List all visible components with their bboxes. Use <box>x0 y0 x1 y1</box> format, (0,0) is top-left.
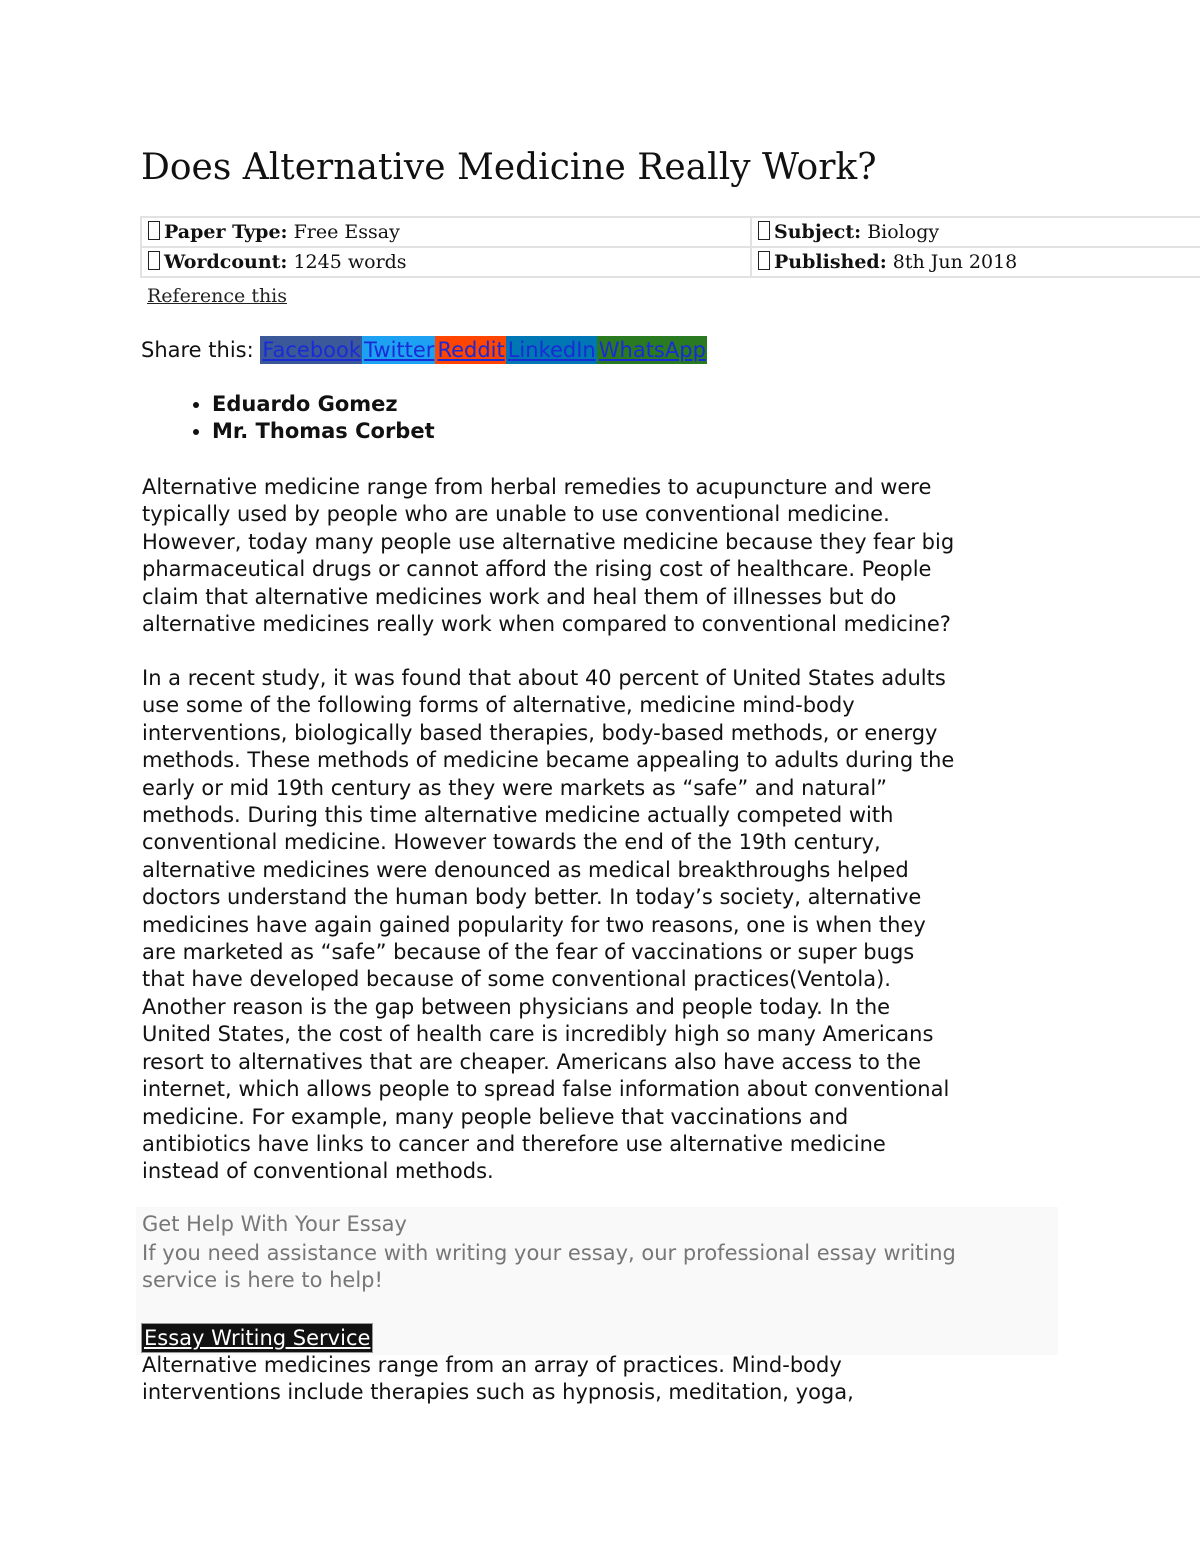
meta-label: Paper Type: <box>164 221 288 243</box>
meta-subject <box>751 217 1200 247</box>
body-paragraph: Alternative medicine range from herbal remedies to acupuncture and were typically used by people who are unable to use conventional medicine. However, today many people use alternative medicine because they fear big pharmaceutical drugs or cannot afford the rising cost of healthcare. People claim that alternative medicines work and heal them of illnesses but do alternative medicines really work when compared to conventional medicine? <box>142 475 955 637</box>
share-facebook-link[interactable]: Facebook <box>262 338 362 362</box>
missing-glyph-icon <box>758 251 770 270</box>
share-bar <box>141 336 707 364</box>
share-label: Share this: <box>141 338 254 362</box>
share-linkedin-link[interactable]: LinkedIn <box>507 338 596 362</box>
meta-paper-type <box>141 217 751 247</box>
essay-title: Does Alternative Medicine Really Work? <box>141 147 877 188</box>
essay-meta-table <box>140 216 1200 278</box>
meta-row <box>141 247 1200 277</box>
meta-value: 8th Jun 2018 <box>892 251 1018 273</box>
meta-published <box>751 247 1200 277</box>
share-whatsapp-link[interactable]: WhatsApp <box>598 338 706 362</box>
share-reddit-link[interactable]: Reddit <box>437 338 505 362</box>
meta-value: Biology <box>867 221 940 243</box>
missing-glyph-icon <box>758 221 770 240</box>
reference-this-link[interactable]: Reference this <box>147 285 288 307</box>
missing-glyph-icon <box>148 251 160 270</box>
help-heading: Get Help With Your Essay <box>142 1212 407 1236</box>
body-paragraph: In a recent study, it was found that about 40 percent of United States adults use some of the following forms of alternative, medicine mind-body interventions, biologically based therapies, body-based methods, or energy methods. These methods of medicine became appealing to adults during the early or mid 19th century as they were markets as “safe” and natural” methods. During this time alternative medicine actually competed with conventional medicine. However towards the end of the 19th century, alternative medicines were denounced as medical breakthroughs helped doctors understand the human body better. In today’s society, alternative medicines have again gained popularity for two reasons, one is when they are marketed as “safe” because of the fear of vaccinations or super bugs that have developed because of some conventional practices(Ventola). Another reason is the gap between physicians and people today. In the United States, the cost of health care is incredibly high so many Americans resort to alternatives that are cheaper. Americans also have access to the internet, which allows people to spread false information about conventional medicine. For example, many people believe that vaccinations and antibiotics have links to cancer and therefore use alternative medicine instead of conventional methods. <box>142 666 955 1184</box>
meta-label: Subject: <box>774 221 862 243</box>
share-twitter-link[interactable]: Twitter <box>364 338 435 362</box>
essay-writing-service-button[interactable]: Essay Writing Service <box>141 1323 373 1353</box>
meta-value: 1245 words <box>293 251 407 273</box>
meta-label: Published: <box>774 251 887 273</box>
author-item: • Mr. Thomas Corbet <box>212 418 435 445</box>
author-item: • Eduardo Gomez <box>212 391 435 418</box>
meta-row <box>141 217 1200 247</box>
body-paragraph: Alternative medicines range from an array of practices. Mind-body interventions include therapies such as hypnosis, meditation, yoga, <box>142 1353 854 1405</box>
meta-value: Free Essay <box>293 221 400 243</box>
help-body: If you need assistance with writing your essay, our professional essay writing service is here to help! <box>142 1241 956 1293</box>
meta-label: Wordcount: <box>164 251 288 273</box>
missing-glyph-icon <box>148 221 160 240</box>
meta-wordcount <box>141 247 751 277</box>
author-list <box>164 391 435 445</box>
